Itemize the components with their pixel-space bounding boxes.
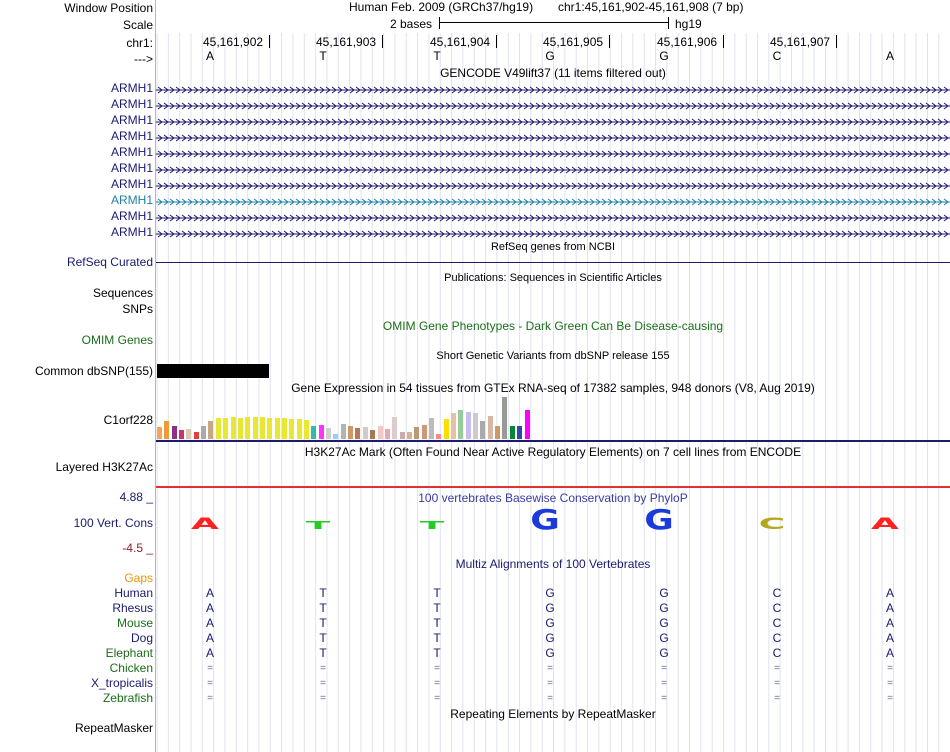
repeatmasker-track-label[interactable]: RepeatMasker [74, 721, 153, 735]
phylop-logo-letter [855, 508, 915, 538]
aligned-base: = [887, 678, 893, 689]
transcript-arrows [156, 117, 950, 127]
assembly-title: Human Feb. 2009 (GRCh37/hg19) [349, 0, 534, 14]
gtex-tissue-bar[interactable] [502, 397, 507, 439]
phylop-logo-letter [515, 508, 575, 538]
gtex-tissue-bar[interactable] [304, 420, 309, 439]
gtex-tissue-bar[interactable] [260, 417, 265, 439]
gtex-tissue-bar[interactable] [466, 412, 471, 439]
coordinate-label: 45,161,903 [316, 35, 377, 49]
aligned-base: = [320, 663, 326, 674]
aligned-base: = [434, 678, 440, 689]
coordinate-label: 45,161,905 [543, 35, 604, 49]
gtex-tissue-bar[interactable] [473, 413, 478, 439]
aligned-base: = [547, 678, 553, 689]
transcript-arrows [156, 133, 950, 143]
aligned-base: = [774, 693, 780, 704]
svg-text:A: A [871, 514, 899, 534]
omim-track-title: OMIM Gene Phenotypes - Dark Green Can Be Disease-causing [382, 319, 724, 333]
gtex-baseline [156, 440, 950, 442]
aligned-base: = [434, 663, 440, 674]
phylop-logo-letter [175, 508, 235, 538]
reference-base: G [545, 49, 555, 63]
gtex-tissue-bar[interactable] [458, 410, 463, 439]
gencode-transcript[interactable] [156, 196, 950, 206]
gtex-tissue-bar[interactable] [451, 413, 456, 439]
aligned-base: C [772, 601, 782, 615]
aligned-base: = [320, 678, 326, 689]
aligned-base: G [545, 586, 555, 600]
coordinate-label: 45,161,902 [203, 35, 264, 49]
coordinate-tick [836, 35, 837, 48]
gtex-tissue-bar[interactable] [253, 417, 258, 439]
gtex-tissue-bar[interactable] [267, 418, 272, 439]
aligned-base: = [661, 663, 667, 674]
gtex-bar-chart[interactable] [156, 395, 556, 439]
refseq-gene-line[interactable] [156, 262, 950, 263]
aligned-base: A [205, 601, 214, 615]
aligned-base: A [205, 616, 214, 630]
aligned-base: G [545, 631, 555, 645]
aligned-base: = [887, 693, 893, 704]
aligned-base: = [547, 693, 553, 704]
track-data-area[interactable] [156, 0, 950, 752]
repeatmasker-track-title: Repeating Elements by RepeatMasker [450, 707, 656, 721]
transcript-arrows [156, 213, 950, 223]
gtex-tissue-bar[interactable] [436, 434, 441, 439]
aligned-base: T [319, 601, 327, 615]
gencode-transcript-label[interactable]: ARMH1 [110, 209, 153, 223]
phylop-max-label: 4.88 _ [119, 490, 153, 504]
gtex-tissue-bar[interactable] [201, 426, 206, 439]
species-label[interactable]: Rhesus [112, 601, 153, 615]
aligned-base: = [207, 678, 213, 689]
svg-text:G: G [530, 508, 560, 536]
phylop-logo-letter [629, 508, 689, 538]
aligned-base: T [319, 616, 327, 630]
gencode-transcript[interactable] [156, 116, 950, 126]
aligned-base: T [433, 616, 441, 630]
snps-track-label[interactable]: SNPs [122, 302, 153, 316]
coordinate-tick [496, 35, 497, 48]
aligned-base: = [887, 663, 893, 674]
coordinate-tick [269, 35, 270, 48]
aligned-base: A [885, 586, 894, 600]
aligned-base: = [661, 693, 667, 704]
aligned-base: C [772, 646, 782, 660]
gtex-tissue-bar[interactable] [370, 430, 375, 439]
dbsnp-track-label[interactable]: Common dbSNP(155) [34, 364, 153, 378]
gtex-tissue-bar[interactable] [400, 432, 405, 439]
transcript-arrows [156, 165, 950, 175]
aligned-base: G [545, 646, 555, 660]
aligned-base: A [885, 631, 894, 645]
aligned-base: T [433, 646, 441, 660]
gtex-tissue-bar[interactable] [348, 426, 353, 439]
gtex-tissue-bar[interactable] [378, 426, 383, 439]
aligned-base: T [319, 631, 327, 645]
aligned-base: C [772, 631, 782, 645]
gtex-tissue-bar[interactable] [385, 429, 390, 439]
aligned-base: = [661, 678, 667, 689]
species-label[interactable]: Human [114, 586, 153, 600]
refseq-track-label[interactable]: RefSeq Curated [66, 255, 153, 269]
phylop-track-title: 100 vertebrates Basewise Conservation by PhyloP [418, 491, 688, 505]
gencode-transcript-label[interactable]: ARMH1 [110, 129, 153, 143]
publications-track-title: Publications: Sequences in Scientific Articles [444, 272, 662, 284]
transcript-arrows [156, 181, 950, 191]
species-label[interactable]: Chicken [109, 661, 153, 675]
aligned-base: A [205, 586, 214, 600]
species-label[interactable]: X_tropicalis [90, 676, 153, 690]
gencode-transcript-label[interactable]: ARMH1 [110, 113, 153, 127]
aligned-base: A [885, 601, 894, 615]
gtex-tissue-bar[interactable] [282, 418, 287, 439]
svg-text:T: T [419, 519, 445, 532]
aligned-base: A [205, 646, 214, 660]
gtex-tissue-bar[interactable] [238, 418, 243, 439]
transcript-arrows [156, 197, 950, 207]
dbsnp-variant-block[interactable] [157, 364, 269, 378]
svg-text:G: G [644, 508, 674, 536]
scale-db: hg19 [675, 17, 702, 31]
scale-bar [439, 17, 669, 29]
reference-base: C [772, 49, 782, 63]
gtex-gene-label[interactable]: C1orf228 [103, 413, 153, 427]
aligned-base: G [659, 616, 669, 630]
gtex-tissue-bar[interactable] [495, 426, 500, 439]
gtex-tissue-bar[interactable] [319, 425, 324, 439]
aligned-base: = [774, 663, 780, 674]
aligned-base: G [659, 601, 669, 615]
coordinate-tick [382, 35, 383, 48]
track-label-column [0, 0, 155, 752]
gtex-tissue-bar[interactable] [488, 416, 493, 439]
coordinate-tick [609, 35, 610, 48]
gtex-tissue-bar[interactable] [231, 417, 236, 439]
chrom-label[interactable]: chr1: [126, 36, 153, 50]
refseq-track-title: RefSeq genes from NCBI [490, 241, 616, 253]
gtex-tissue-bar[interactable] [223, 418, 228, 439]
gaps-label: Gaps [124, 571, 153, 585]
species-label[interactable]: Dog [130, 631, 153, 645]
phylop-track-label[interactable]: 100 Vert. Cons [73, 516, 153, 530]
aligned-base: = [320, 693, 326, 704]
phylop-logo-letter [402, 508, 462, 538]
gtex-tissue-bar[interactable] [326, 428, 331, 439]
coordinate-label: 45,161,907 [770, 35, 831, 49]
window-position-label: Window Position [64, 1, 153, 15]
aligned-base: = [434, 693, 440, 704]
aligned-base: A [205, 631, 214, 645]
gtex-tissue-bar[interactable] [216, 418, 221, 439]
aligned-base: T [433, 586, 441, 600]
aligned-base: T [433, 631, 441, 645]
coordinate-label: 45,161,906 [657, 35, 718, 49]
omim-track-label[interactable]: OMIM Genes [81, 333, 153, 347]
gtex-tissue-bar[interactable] [422, 425, 427, 439]
aligned-base: A [885, 616, 894, 630]
gtex-tissue-bar[interactable] [164, 421, 169, 439]
gtex-tissue-bar[interactable] [517, 426, 522, 439]
gtex-tissue-bar[interactable] [414, 427, 419, 439]
gtex-tissue-bar[interactable] [194, 432, 199, 439]
gtex-tissue-bar[interactable] [407, 432, 412, 439]
transcript-arrows [156, 85, 950, 95]
gtex-tissue-bar[interactable] [525, 410, 530, 439]
gtex-tissue-bar[interactable] [444, 419, 449, 439]
reference-base: T [433, 49, 441, 63]
scale-text: 2 bases [390, 17, 433, 31]
gtex-tissue-bar[interactable] [179, 430, 184, 439]
gencode-transcript-label[interactable]: ARMH1 [110, 97, 153, 111]
species-label[interactable]: Mouse [116, 616, 153, 630]
aligned-base: G [659, 646, 669, 660]
reference-base: G [659, 49, 669, 63]
aligned-base: T [433, 601, 441, 615]
gtex-tissue-bar[interactable] [208, 421, 213, 439]
gtex-tissue-bar[interactable] [297, 419, 302, 439]
gencode-transcript[interactable] [156, 84, 950, 94]
h3k27ac-track-title: H3K27Ac Mark (Often Found Near Active Regulatory Elements) on 7 cell lines from ENCODE [304, 445, 802, 459]
gencode-track-title: GENCODE V49lift37 (11 items filtered out) [440, 66, 666, 80]
gtex-tissue-bar[interactable] [186, 429, 191, 439]
gencode-transcript[interactable] [156, 100, 950, 110]
gtex-tissue-bar[interactable] [172, 426, 177, 439]
gencode-transcript-label[interactable]: ARMH1 [110, 225, 153, 239]
gtex-tissue-bar[interactable] [363, 427, 368, 439]
species-label[interactable]: Elephant [105, 646, 153, 660]
gtex-tissue-bar[interactable] [480, 421, 485, 439]
gencode-transcript[interactable] [156, 212, 950, 222]
transcript-arrows [156, 229, 950, 239]
aligned-base: T [319, 586, 327, 600]
aligned-base: T [319, 646, 327, 660]
species-label[interactable]: Zebrafish [102, 691, 153, 705]
aligned-base: G [545, 616, 555, 630]
reference-base: A [885, 49, 894, 63]
phylop-logo-letter [742, 508, 802, 538]
transcript-arrows [156, 149, 950, 159]
coordinate-tick [723, 35, 724, 48]
svg-text:C: C [758, 514, 786, 534]
sequences-track-label[interactable]: Sequences [92, 286, 153, 300]
gencode-transcript-label[interactable]: ARMH1 [110, 193, 153, 207]
aligned-base: = [207, 663, 213, 674]
multiz-track-title: Multiz Alignments of 100 Vertebrates [455, 557, 651, 571]
aligned-base: A [885, 646, 894, 660]
aligned-base: = [207, 693, 213, 704]
gtex-tissue-bar[interactable] [245, 417, 250, 439]
aligned-base: C [772, 586, 782, 600]
aligned-base: = [547, 663, 553, 674]
gencode-transcript[interactable] [156, 228, 950, 238]
gtex-tissue-bar[interactable] [275, 418, 280, 439]
reference-base: T [319, 49, 327, 63]
transcript-arrows [156, 101, 950, 111]
aligned-base: G [545, 601, 555, 615]
aligned-base: = [774, 678, 780, 689]
scale-label: Scale [122, 18, 153, 32]
strand-label: ---> [134, 52, 153, 66]
gtex-track-title: Gene Expression in 54 tissues from GTEx RNA-seq of 17382 samples, 948 donors (V8, Aug 2019) [291, 381, 815, 395]
gencode-transcript[interactable] [156, 164, 950, 174]
aligned-base: C [772, 616, 782, 630]
aligned-base: G [659, 631, 669, 645]
gtex-tissue-bar[interactable] [341, 424, 346, 439]
gencode-transcript-label[interactable]: ARMH1 [110, 161, 153, 175]
gtex-tissue-bar[interactable] [392, 417, 397, 439]
gtex-tissue-bar[interactable] [157, 427, 162, 439]
reference-base: A [205, 49, 214, 63]
gtex-tissue-bar[interactable] [311, 426, 316, 439]
dbsnp-track-title: Short Genetic Variants from dbSNP release 155 [436, 350, 670, 362]
gencode-transcript-label[interactable]: ARMH1 [110, 177, 153, 191]
h3k27ac-track-label[interactable]: Layered H3K27Ac [55, 460, 153, 474]
position-readout: chr1:45,161,902-45,161,908 (7 bp) [558, 0, 744, 14]
gencode-transcript-label[interactable]: ARMH1 [110, 145, 153, 159]
svg-text:T: T [305, 519, 331, 532]
gtex-tissue-bar[interactable] [355, 428, 360, 439]
gencode-transcript[interactable] [156, 180, 950, 190]
gtex-tissue-bar[interactable] [333, 434, 338, 439]
h3k27ac-signal-line[interactable] [156, 486, 950, 488]
coordinate-label: 45,161,904 [430, 35, 491, 49]
gencode-transcript[interactable] [156, 148, 950, 158]
gtex-tissue-bar[interactable] [289, 419, 294, 439]
gencode-transcript-label[interactable]: ARMH1 [110, 81, 153, 95]
phylop-min-label: -4.5 _ [122, 541, 153, 555]
gencode-transcript[interactable] [156, 132, 950, 142]
gtex-tissue-bar[interactable] [429, 418, 434, 439]
gtex-tissue-bar[interactable] [510, 426, 515, 439]
aligned-base: G [659, 586, 669, 600]
svg-text:A: A [191, 514, 219, 534]
phylop-logo-letter [288, 508, 348, 538]
